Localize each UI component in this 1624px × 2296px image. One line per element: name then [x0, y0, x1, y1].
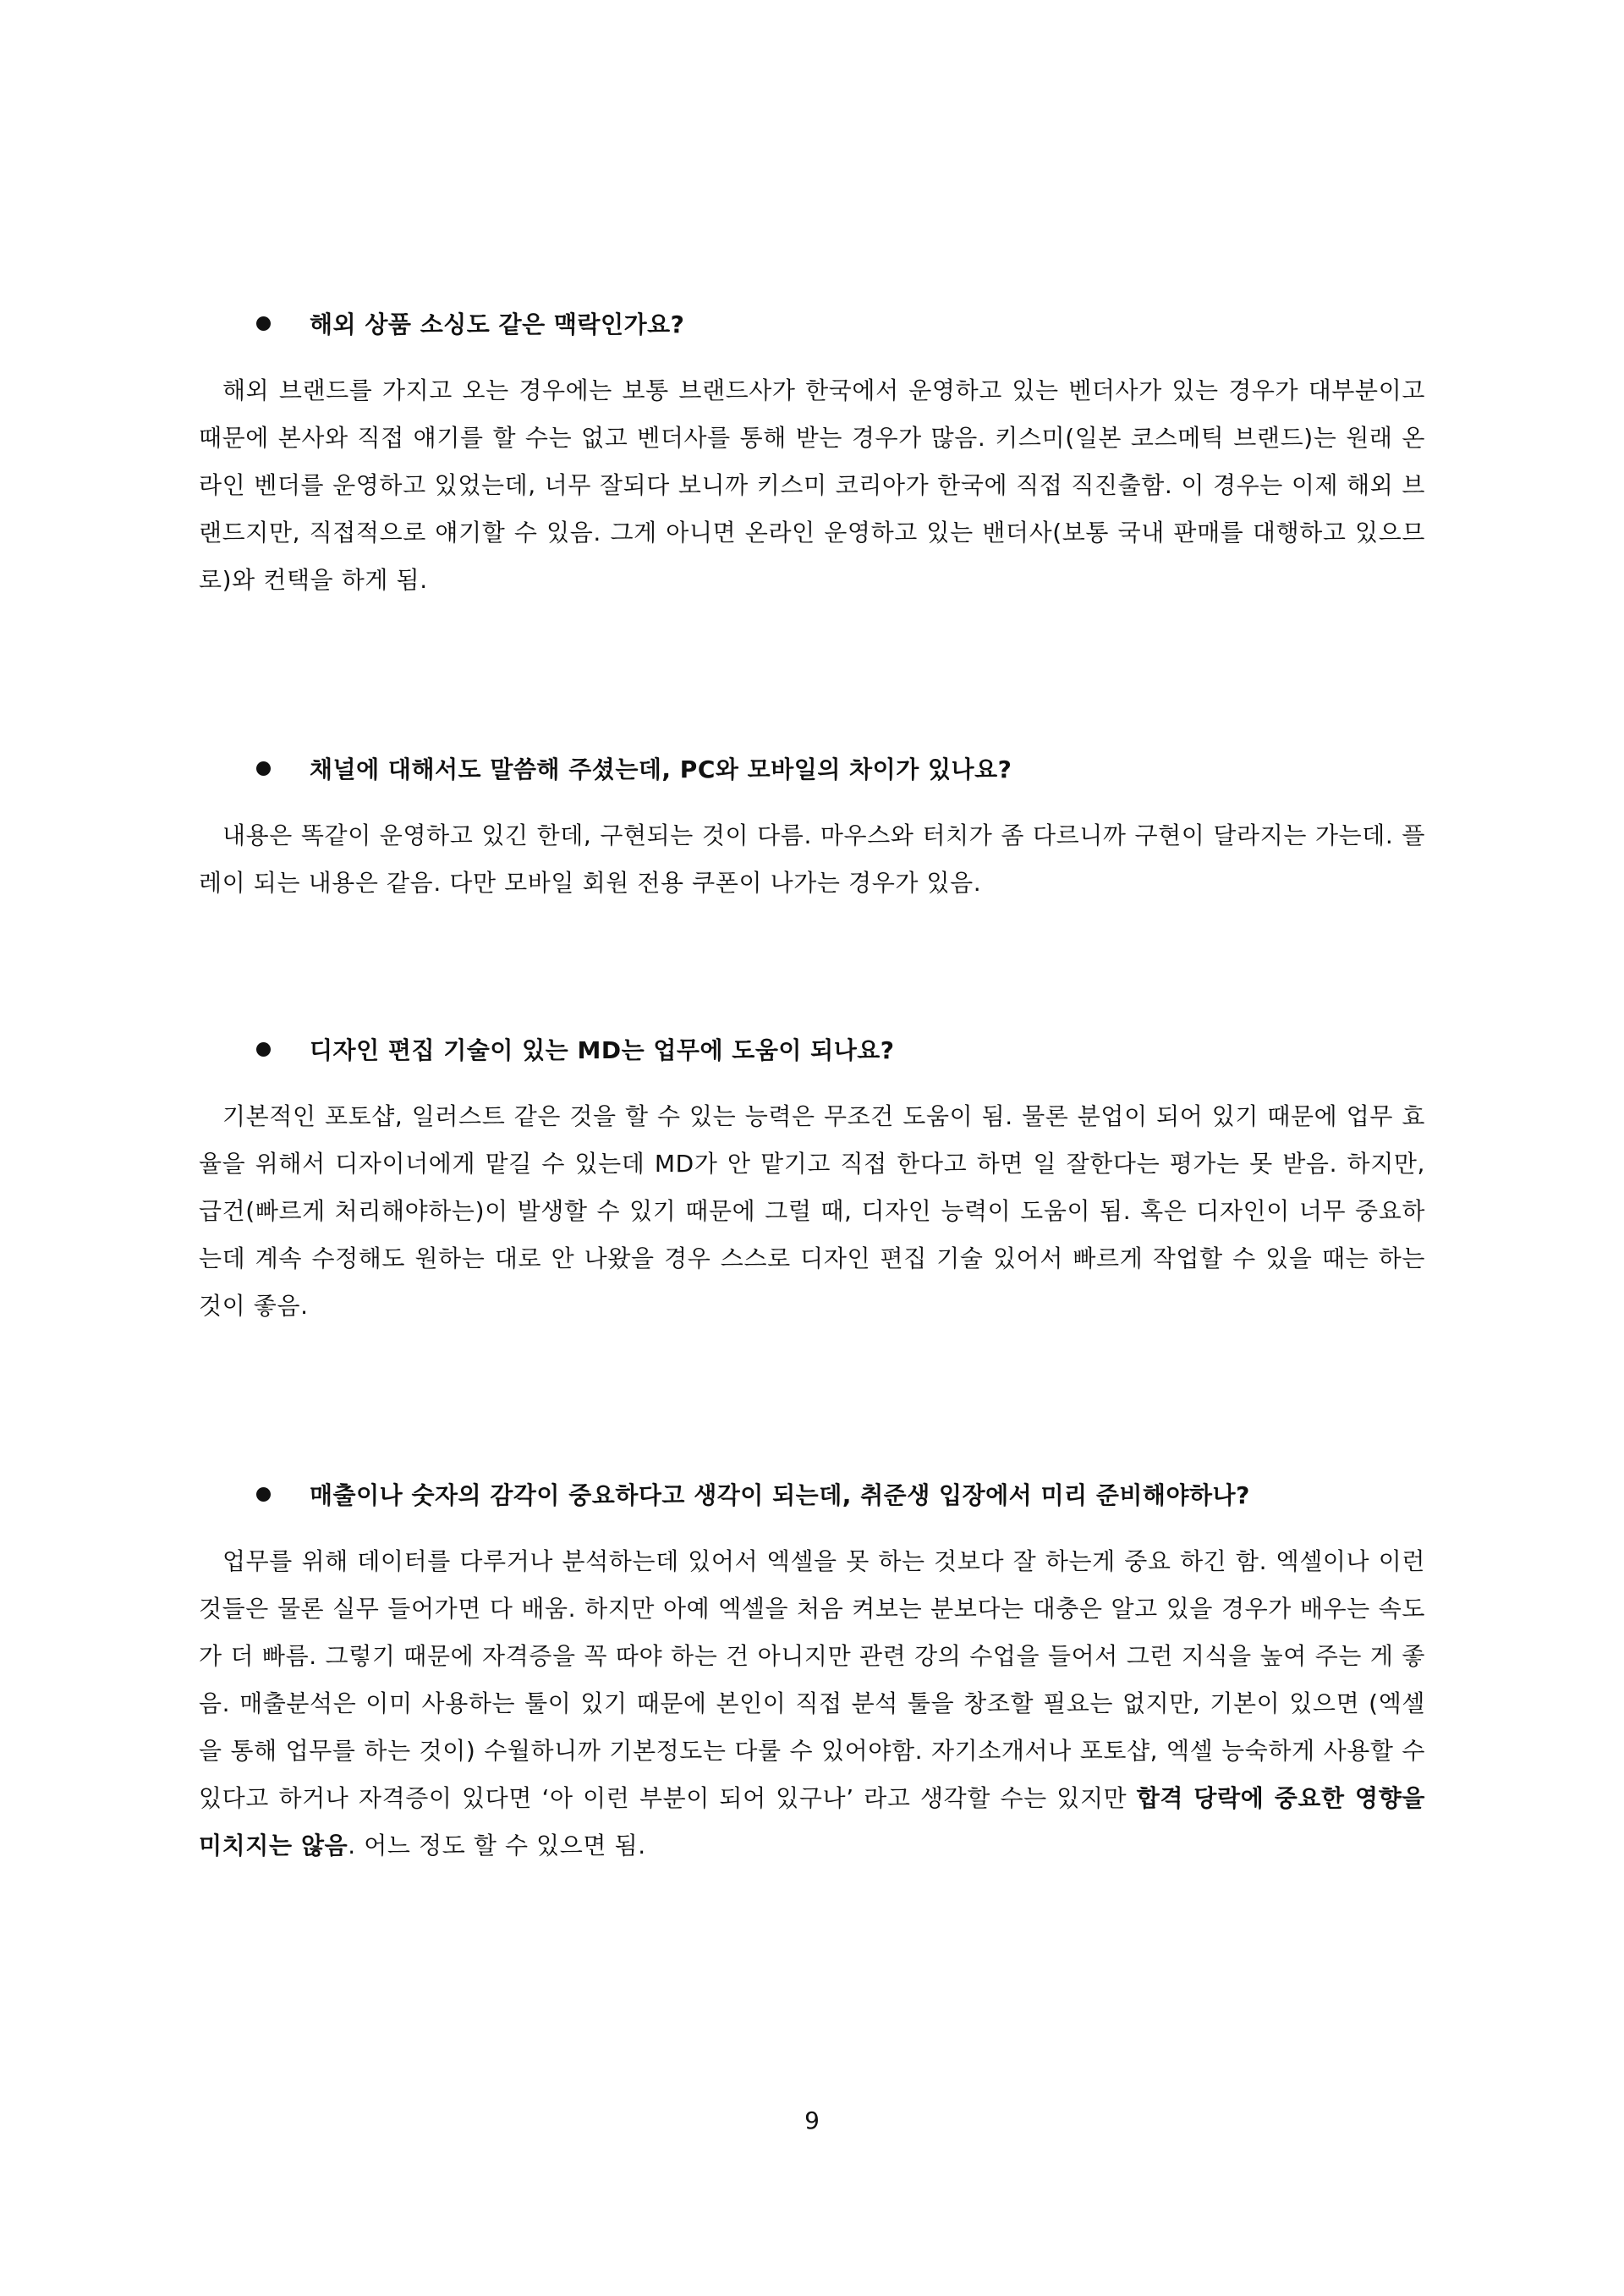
qa-section: [199, 1024, 1425, 1354]
answer-text-end: . 어느 정도 할 수 있으면 됨.: [348, 1832, 646, 1859]
answer-paragraph: 기본적인 포토샵, 일러스트 같은 것을 할 수 있는 능력은 무조건 도움이 됨. 물론 분업이 되어 있기 때문에 업무 효율을 위해서 디자이너에게 맡길 수 있는데 MD가 안 맡기고 직접 한다고 하면 일 잘한다는 평가는 못 받음. 하지만, 급건(빠르게 처리해야하는)이 발생할 수 있기 때문에 그럴 때, 디자인 능력이 도움이 됨. 혹은 디자인이 너무 중요하는데 계속 수정해도 원하는 대로 안 나왔을 경우 스스로 디자인 편집 기술 있어서 빠르게 작업할 수 있을 때는 하는 것이 좋음.: [199, 1102, 1425, 1320]
bullet-icon: [256, 1042, 271, 1057]
question-text: 매출이나 숫자의 감각이 중요하다고 생각이 되는데, 취준생 입장에서 미리 준비해야하나?: [310, 1481, 1250, 1509]
page-number: 9: [804, 2106, 820, 2134]
qa-section: [199, 298, 1425, 628]
question-heading: [199, 298, 1425, 349]
answer-paragraph: [199, 1538, 1425, 1870]
question-heading: [199, 1024, 1425, 1074]
answer-paragraph: 내용은 똑같이 운영하고 있긴 한데, 구현되는 것이 다름. 마우스와 터치가 좀 다르니까 구현이 달라지는 가는데. 플레이 되는 내용은 같음. 다만 모바일 회원 전용 쿠폰이 나가는 경우가 있음.: [199, 821, 1425, 897]
question-text: 디자인 편집 기술이 있는 MD는 업무에 도움이 되나요?: [310, 1036, 895, 1064]
answer-paragraph: 해외 브랜드를 가지고 오는 경우에는 보통 브랜드사가 한국에서 운영하고 있는 벤더사가 있는 경우가 대부분이고 때문에 본사와 직접 얘기를 할 수는 없고 벤더사를 통해 받는 경우가 많음. 키스미(일본 코스메틱 브랜드)는 원래 온라인 벤더를 운영하고 있었는데, 너무 잘되다 보니까 키스미 코리아가 한국에 직접 직진출함. 이 경우는 이제 해외 브랜드지만, 직접적으로 얘기할 수 있음. 그게 아니면 온라인 운영하고 있는 밴더사(보통 국내 판매를 대행하고 있으므로)와 컨택을 하게 됨.: [199, 376, 1425, 594]
answer-text: 업무를 위해 데이터를 다루거나 분석하는데 있어서 엑셀을 못 하는 것보다 잘 하는게 중요 하긴 함. 엑셀이나 이런 것들은 물론 실무 들어가면 다 배움. 하지만 아예 엑셀을 처음 켜보는 분보다는 대충은 알고 있을 경우가 배우는 속도가 더 빠름. 그렇기 때문에 자격증을 꼭 따야 하는 건 아니지만 관련 강의 수업을 들어서 그런 지식을 높여 주는 게 좋음. 매출분석은 이미 사용하는 툴이 있기 때문에 본인이 직접 분석 툴을 창조할 필요는 없지만, 기본이 있으면 (엑셀을 통해 업무를 하는 것이) 수월하니까 기본정도는 다룰 수 있어야함. 자기소개서나 포토샵, 엑셀 능숙하게 사용할 수 있다고 하거나 자격증이 있다면 ‘아 이런 부분이 되어 있구나’ 라고 생각할 수는 있지만: [199, 1547, 1425, 1812]
question-heading: [199, 743, 1425, 794]
bullet-icon: [256, 316, 271, 331]
question-text: 채널에 대해서도 말씀해 주셨는데, PC와 모바일의 차이가 있나요?: [310, 755, 1012, 783]
bullet-icon: [256, 1487, 271, 1502]
question-heading: [199, 1469, 1425, 1519]
qa-section: [199, 1469, 1425, 1893]
qa-section: [199, 743, 1425, 931]
answer-emphasis: 합격 당락에 중요한 영향을 미치지는 않음: [199, 1784, 1425, 1859]
bullet-icon: [256, 761, 271, 776]
question-text: 해외 상품 소싱도 같은 맥락인가요?: [310, 310, 685, 338]
